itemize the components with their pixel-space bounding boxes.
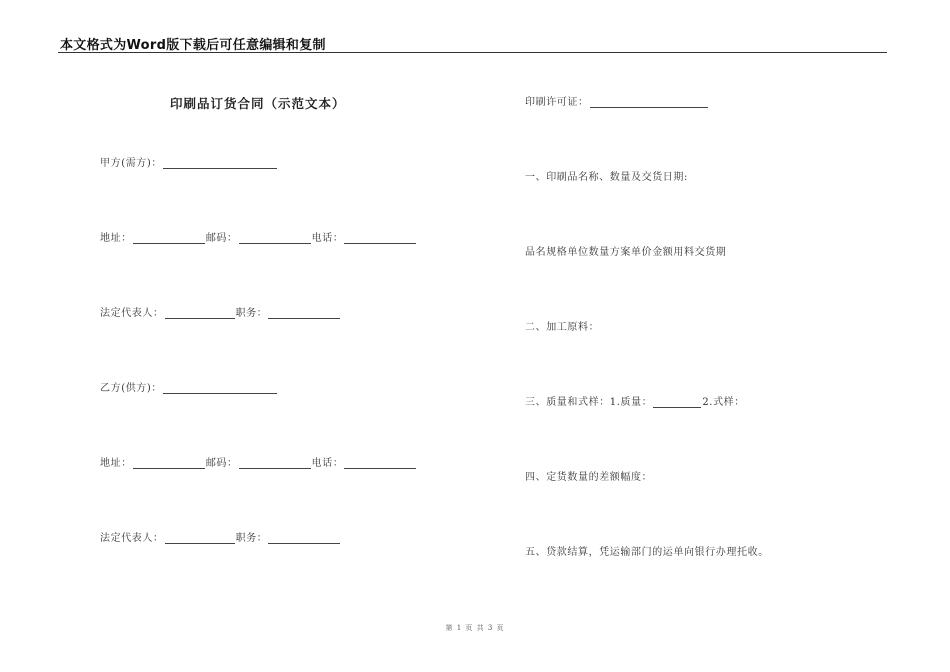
phone-a-blank[interactable] [344,233,416,244]
section-4 [525,468,652,483]
section-1-text: 一、印刷品名称、数量及交货日期: [525,172,688,183]
header-divider [58,52,887,53]
party-b-label: 乙方(供方)： [100,383,163,394]
position-b-blank[interactable] [268,533,340,544]
position-a-label: 职务： [235,308,268,319]
address-b-label: 地址： [100,458,132,469]
party-a-label: 甲方(需方)： [100,158,163,169]
contract-title: 印刷品订货合同（示范文本） [170,96,346,111]
phone-a-label: 电话： [311,233,344,244]
rep-a-label: 法定代表人： [100,308,164,319]
rep-a-line [100,304,341,319]
section-4-text: 四、定货数量的差额幅度： [525,472,653,483]
party-b-blank[interactable] [163,383,277,394]
quality-blank[interactable] [653,397,701,408]
license-label: 印刷许可证： [525,97,589,108]
table-columns-line [525,243,726,258]
document-banner: 本文格式为Word版下载后可任意编辑和复制 [60,38,326,53]
postcode-a-label: 邮码： [205,233,238,244]
address-b-blank[interactable] [133,458,205,469]
page-number: 第 1 页 共 3 页 [445,624,505,632]
address-a-blank[interactable] [133,233,205,244]
address-a-label: 地址： [100,233,132,244]
section-3 [525,393,745,408]
party-a-blank[interactable] [163,158,277,169]
section-2-text: 二、加工原料： [525,322,600,333]
section-2 [525,318,599,333]
license-blank[interactable] [590,97,708,108]
table-columns-text: 品名规格单位数量方案单价金额用料交货期 [525,247,727,258]
party-a-line [100,154,278,169]
section-3-prefix: 三、质量和式样：1.质量： [525,397,653,408]
section-5 [525,543,769,558]
postcode-b-label: 邮码： [205,458,238,469]
postcode-b-blank[interactable] [239,458,311,469]
section-3-suffix: 2.式样： [702,397,745,408]
section-1 [525,168,688,183]
position-b-label: 职务： [235,533,268,544]
rep-b-label: 法定代表人： [100,533,164,544]
phone-b-blank[interactable] [344,458,416,469]
address-a-line [100,229,417,244]
section-5-text: 五、贷款结算，凭运输部门的运单向银行办理托收。 [525,547,769,558]
rep-b-blank[interactable] [165,533,235,544]
party-b-line [100,379,278,394]
postcode-a-blank[interactable] [239,233,311,244]
address-b-line [100,454,417,469]
position-a-blank[interactable] [268,308,340,319]
license-line [525,93,709,108]
phone-b-label: 电话： [311,458,344,469]
rep-b-line [100,529,341,544]
rep-a-blank[interactable] [165,308,235,319]
